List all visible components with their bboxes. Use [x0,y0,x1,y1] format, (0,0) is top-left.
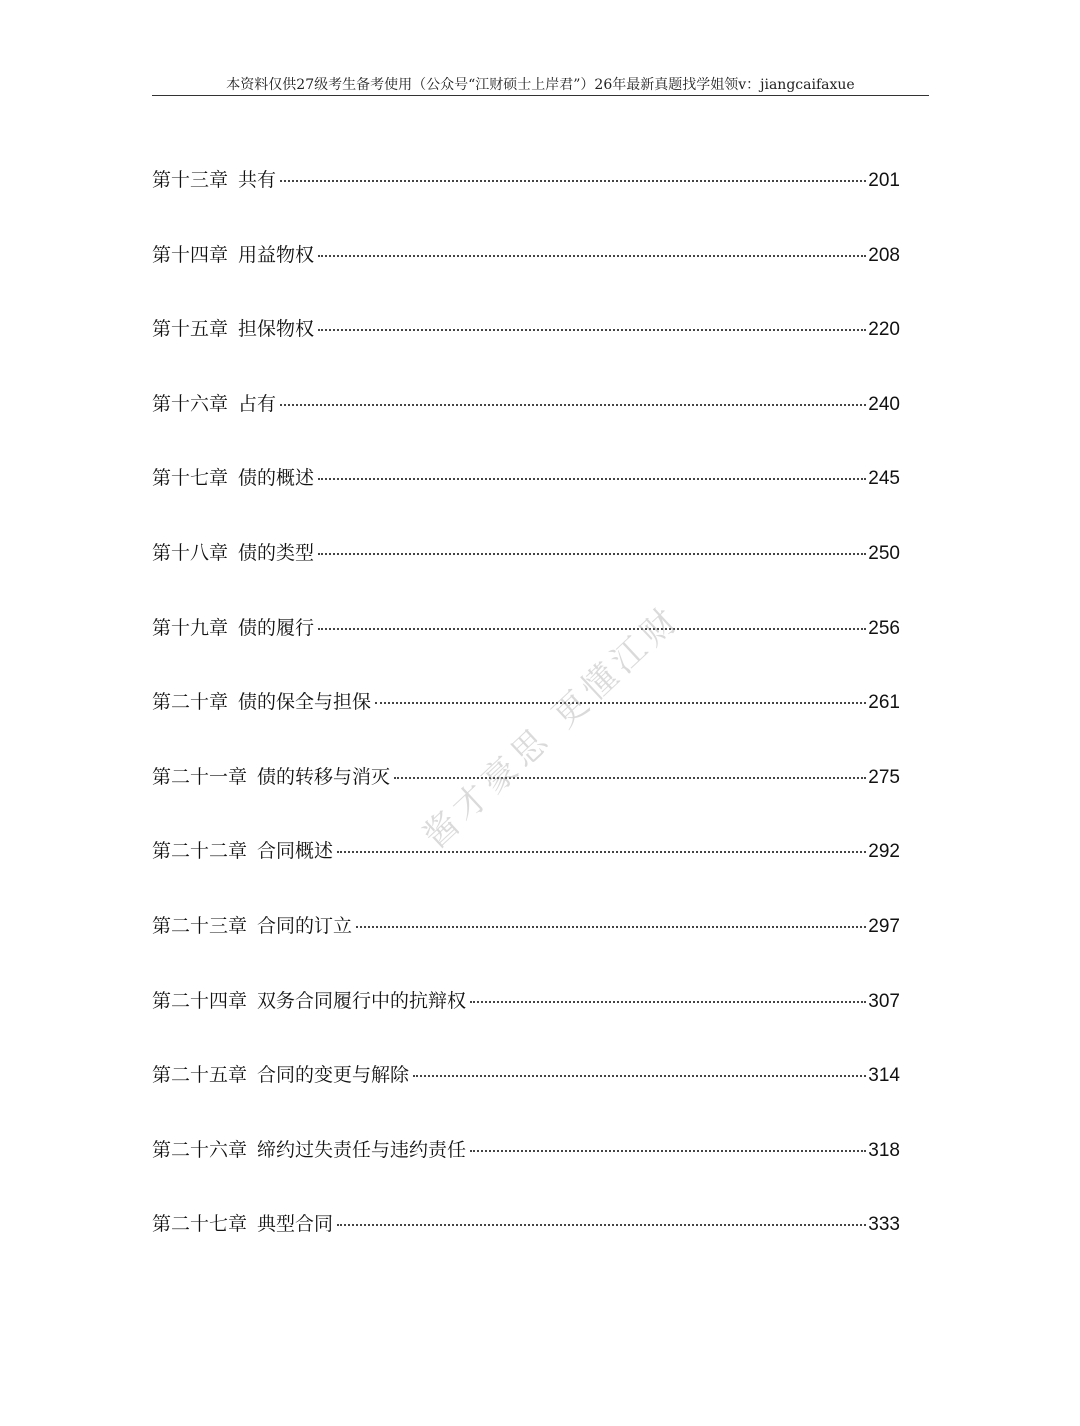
chapter-number: 第二十四章 [152,989,248,1012]
toc-entry[interactable] [152,762,900,837]
page-number: 275 [868,766,900,788]
toc-entry[interactable] [152,389,900,464]
page-number: 333 [868,1214,900,1236]
watermark-text: 酱才豪思 更懂江财 [415,597,690,857]
page-number: 318 [868,1139,900,1161]
chapter-title: 合同的变更与解除 [257,1064,410,1087]
page-number: 240 [868,393,900,415]
chapter-number: 第二十章 [152,691,229,714]
chapter-number: 第十五章 [152,318,229,341]
chapter-number: 第十九章 [152,616,229,639]
leader-dots [470,1150,866,1152]
chapter-title: 合同的订立 [257,914,353,937]
chapter-number: 第二十二章 [152,840,248,863]
leader-dots [337,1224,866,1226]
chapter-number: 第十六章 [152,392,229,415]
chapter-title: 债的保全与担保 [238,691,372,714]
toc-entry[interactable] [152,463,900,538]
chapter-title: 担保物权 [238,318,315,341]
chapter-title: 合同概述 [257,840,334,863]
toc-entry[interactable] [152,314,900,389]
leader-dots [318,628,866,630]
chapter-number: 第二十七章 [152,1213,248,1236]
chapter-number: 第二十三章 [152,914,248,937]
page-number: 208 [868,244,900,266]
chapter-title: 债的概述 [238,467,315,490]
chapter-title: 债的类型 [238,541,315,564]
leader-dots [394,777,866,779]
header-divider [152,95,929,96]
chapter-title: 占有 [238,392,277,415]
leader-dots [318,329,866,331]
toc-entry[interactable] [152,986,900,1061]
leader-dots [318,553,866,555]
chapter-number: 第十三章 [152,169,229,191]
leader-dots [318,478,866,480]
toc-entry[interactable] [152,165,900,240]
chapter-title: 双务合同履行中的抗辩权 [257,989,467,1012]
chapter-number: 第二十一章 [152,765,248,788]
toc-entry[interactable] [152,836,900,911]
page-number: 307 [868,990,900,1012]
leader-dots [375,702,866,704]
chapter-title: 共有 [238,169,277,191]
table-of-contents [152,165,900,1284]
page-number: 292 [868,841,900,863]
leader-dots [318,255,866,257]
toc-entry[interactable] [152,687,900,762]
page-number: 314 [868,1065,900,1087]
leader-dots [280,404,866,406]
page-number: 201 [868,170,900,191]
leader-dots [413,1075,866,1077]
chapter-title: 用益物权 [238,243,315,266]
leader-dots [337,851,866,853]
chapter-number: 第十四章 [152,243,229,266]
page-number: 297 [868,915,900,937]
chapter-number: 第十七章 [152,467,229,490]
toc-entry[interactable] [152,240,900,315]
page-header: 本资料仅供27级考生备考使用（公众号“江财硕士上岸君”）26年最新真题找学姐领v：jiangcaifaxue [226,77,855,93]
chapter-number: 第二十五章 [152,1064,248,1087]
toc-entry[interactable] [152,911,900,986]
leader-dots [280,180,866,182]
leader-dots [356,926,866,928]
chapter-title: 缔约过失责任与违约责任 [257,1138,467,1161]
page-number: 256 [868,617,900,639]
leader-dots [470,1001,866,1003]
page-number: 220 [868,319,900,341]
page-number: 250 [868,542,900,564]
toc-entry[interactable] [152,538,900,613]
chapter-number: 第二十六章 [152,1138,248,1161]
chapter-title: 债的转移与消灭 [257,765,391,788]
chapter-number: 第十八章 [152,541,229,564]
chapter-title: 典型合同 [257,1213,334,1236]
toc-entry[interactable] [152,1135,900,1210]
page-number: 245 [868,468,900,490]
toc-entry[interactable] [152,1209,900,1284]
toc-entry[interactable] [152,1060,900,1135]
chapter-title: 债的履行 [238,616,315,639]
toc-entry[interactable] [152,613,900,688]
page-number: 261 [868,692,900,714]
